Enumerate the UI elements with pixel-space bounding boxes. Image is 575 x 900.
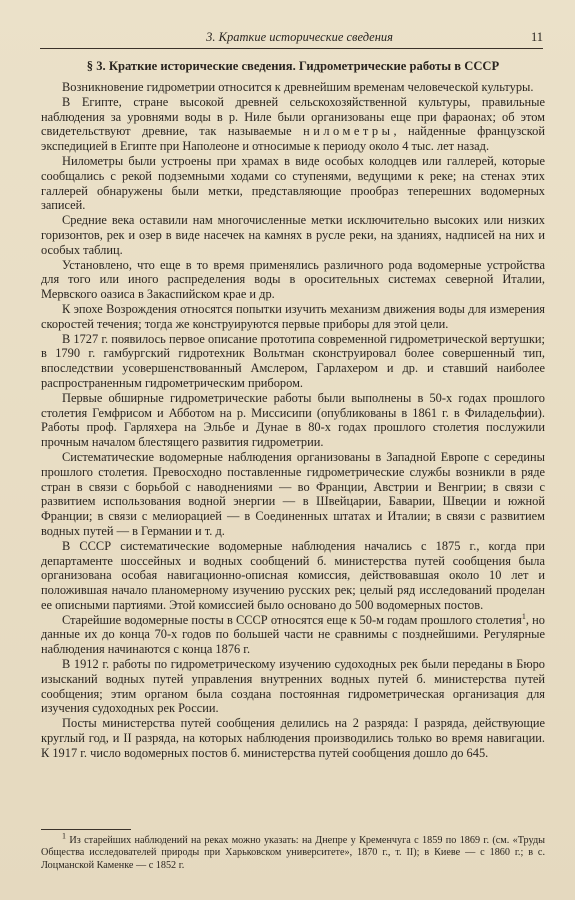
paragraph: Средние века оставили нам многочисленные метки исключительно высоких или низких горизонтов, рек и озер в виде насечек на камнях в русле реки, на зданиях, надписей на них и особых таблиц. xyxy=(41,213,545,257)
paragraph: Нилометры были устроены при храмах в виде особых колодцев или галлерей, которые сообщались с рекой подземными ходами со ступенями, ведущими к реке; на стенах этих галлерей обнаружены были метки, представляющие прообраз теперешних водомерных записей. xyxy=(41,153,545,213)
running-header xyxy=(40,30,543,46)
spaced-term: нилометры xyxy=(303,124,394,139)
footnote xyxy=(41,831,545,872)
paragraph: В СССР систематические водомерные наблюдения начались с 1875 г., когда при департаменте шоссейных и водных сообщений б. министерства путей сообщения была организована особая навигационно-описная комиссия, действовавшая около 10 лет и положившая начало планомерному изучению русских рек; целый ряд исследований проделан ее описными партиями. Этой комиссией было основано до 500 водомерных постов. xyxy=(41,538,545,612)
paragraph-text: , найденные французской экспедицией в Египте при Наполеоне и относимые к периоду около 4 тыс. лет назад. xyxy=(41,124,545,154)
paragraph-text: В Египте, стране высокой древней сельскохозяйственной культуры, правильные наблюдения за уровнями воды в р. Ниле были организованы еще при фараонах; об этом свидетельствуют древние, так называемые xyxy=(41,94,545,139)
header-rule xyxy=(40,48,543,49)
paragraph: Посты министерства путей сообщения делились на 2 разряда: I разряда, действующие круглый год, и II разряда, на которых наблюдения производились только во время навигации. К 1917 г. число водомерных постов б. министерства путей сообщения дошло до 645. xyxy=(41,716,545,760)
footnote-rule xyxy=(41,829,131,830)
paragraph: В 1727 г. появилось первое описание прототипа современной гидрометрической вертушки; в 1790 г. гамбургский гидротехник Вольтман сконструировал более совершенный тип, впоследствии усовершенствованный Амслером, Гарлахером и др. и ставший наиболее распространенным гидрометрическим прибором. xyxy=(41,331,545,390)
paragraph xyxy=(41,95,545,154)
paragraph: Систематические водомерные наблюдения организованы в Западной Европе с середины прошлого столетия. Превосходно поставленные гидрометрические службы возникли в ряде стран в связи с борьбой с наводнениями — во Франции, Австрии и Венгрии; в связи с развитием использования водной энергии — в Швейцарии, Баварии, Швеции и южной Франции; в связи с мелиорацией — в Соединенных штатах и Италии; в связи с развитием водных путей — в Германии и т. д. xyxy=(41,449,545,538)
paragraph: Первые обширные гидрометрические работы были выполнены в 50-х годах прошлого столетия Гемфрисом и Абботом на р. Миссисипи (опубликованы в 1861 г. в Филадельфии). Работы проф. Гарляхера на Эльбе и Дунае в 80-х годах прошлого столетия послужили прочным началом блестящего развития гидрометрии. xyxy=(41,390,545,450)
paragraph-text: Старейшие водомерные посты в СССР относятся еще к 50-м годам прошлого столетия xyxy=(62,612,522,627)
footnote-text: Из старейших наблюдений на реках можно указать: на Днепре у Кременчуга с 1859 по 1869 г. (см. «Труды Общества исследователей природы при Харьковском университете», 1870 г., т. II); в Киеве — с 1860 г.; в с. Лоцманской Каменке — с 1852 г. xyxy=(41,835,545,871)
running-title: 3. Краткие исторические сведения xyxy=(206,30,393,44)
paragraph: К эпохе Возрождения относятся попытки изучить механизм движения воды для измерения скоростей течения; тогда же конструируются первые приборы для этой цели. xyxy=(41,301,545,331)
page-number: 11 xyxy=(530,30,543,44)
paragraph: В 1912 г. работы по гидрометрическому изучению судоходных рек были переданы в Бюро изысканий водных путей управления внутренних водных путей б. министерства путей сообщения; этим органом была создана постоянная гидрометрическая организация для изучения судоходных рек России. xyxy=(41,657,545,716)
paragraph: Возникновение гидрометрии относится к древнейшим временам человеческой культуры. xyxy=(62,80,534,94)
footnote-number: 1 xyxy=(62,831,66,841)
paragraph: Установлено, что еще в то время применялись различного рода водомерные устройства для того или иного распределения воды в оросительных системах северной Италии, Мервского оазиса в Закаспийском крае и др. xyxy=(41,257,545,302)
paragraph xyxy=(41,613,545,657)
paragraph-text: , но данные их до конца 70-х годов по большей части не сравнимы с позднейшими. Регулярные наблюдения начинаются с конца 1876 г. xyxy=(41,612,545,657)
footnote-marker: 1 xyxy=(521,611,526,621)
section-title: § 3. Краткие исторические сведения. Гидрометрические работы в СССР xyxy=(86,59,500,73)
page-body xyxy=(41,58,545,761)
